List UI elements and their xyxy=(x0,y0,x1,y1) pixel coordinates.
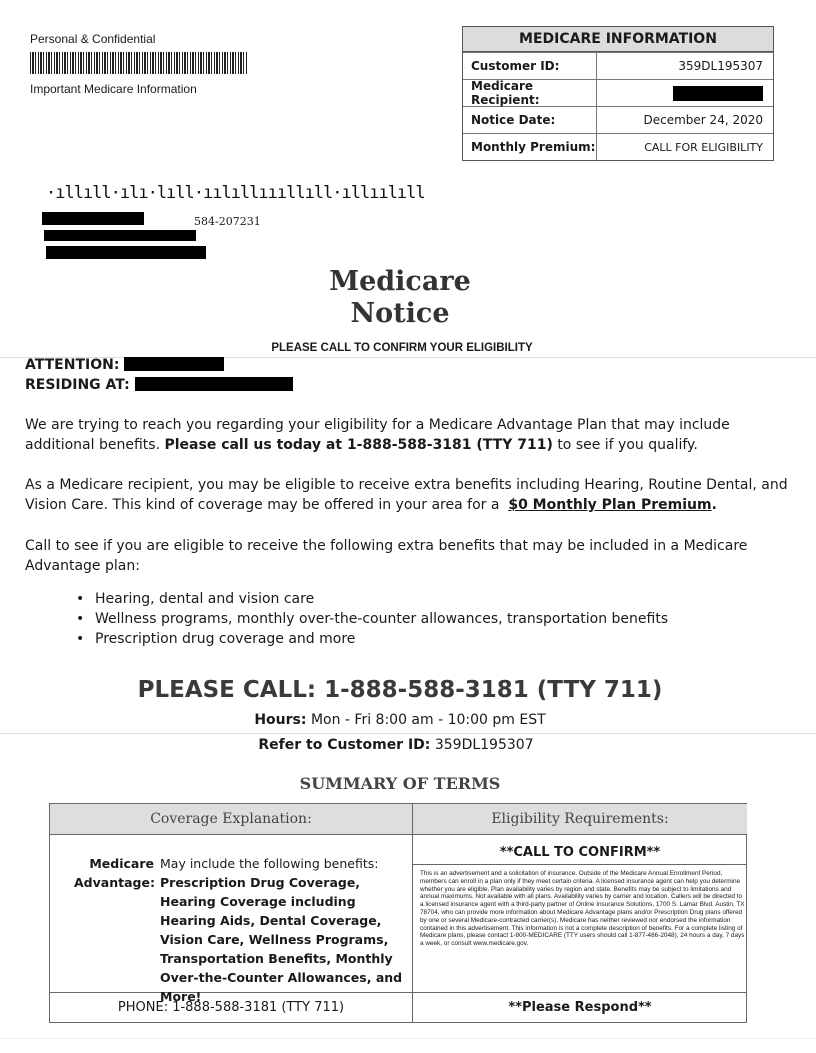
redaction-bar xyxy=(124,357,224,371)
info-label: Notice Date: xyxy=(463,107,597,133)
notice-title xyxy=(0,266,800,330)
redaction-bar xyxy=(46,246,206,259)
paragraph-extra-benefits: Call to see if you are eligible to receive the following extra benefits that may be included in a Medicare Advantage plan: xyxy=(25,538,748,574)
important-info-label: Important Medicare Information xyxy=(30,82,197,96)
postal-barcode: ·ıllıll·ılı·lıll·ıılıllıııllıll·ıllıılıll xyxy=(46,183,425,203)
residing-label: RESIDING AT: xyxy=(25,377,130,393)
coverage-cell xyxy=(74,854,410,1006)
coverage-benefits: Prescription Drug Coverage, Hearing Coverage including Hearing Aids, Dental Coverage, Vision Care, Wellness Programs, Transportation Benefits, Monthly Over-the-Counter Allowances, and More! xyxy=(160,875,403,1004)
phone-cell: PHONE: 1-888-588-3181 (TTY 711) xyxy=(117,1000,345,1015)
hours-value: Mon - Fri 8:00 am - 10:00 pm EST xyxy=(310,712,546,728)
redaction-bar xyxy=(44,230,196,241)
info-row-customer-id xyxy=(463,52,773,79)
paragraph-benefits: As a Medicare recipient, you may be eligible to receive extra benefits including Hearing, Routine Dental, and Vision Care. This kind of coverage may be offered in your area for a $0 Monthly Plan Premium. xyxy=(25,477,788,513)
eligibility-header: Eligibility Requirements: xyxy=(413,804,747,835)
please-respond-label: **Please Respond** xyxy=(508,1000,652,1015)
info-row-recipient xyxy=(463,79,773,106)
redaction-bar xyxy=(673,86,763,101)
notice-subtitle: PLEASE CALL TO CONFIRM YOUR ELIGIBILITY xyxy=(271,342,533,354)
refer-value: 359DL195307 xyxy=(434,737,534,753)
monthly-premium-value: CALL FOR ELIGIBILITY xyxy=(644,140,763,154)
list-item: • Hearing, dental and vision care xyxy=(76,589,668,609)
please-call-heading: PLEASE CALL: 1-888-588-3181 (TTY 711) xyxy=(137,677,663,703)
attention-label: ATTENTION: xyxy=(25,357,120,373)
refer-line xyxy=(0,737,792,753)
table-divider xyxy=(412,804,413,1022)
hours-label: Hours: xyxy=(254,712,307,728)
summary-title: SUMMARY OF TERMS xyxy=(299,774,501,793)
redaction-bar xyxy=(42,212,144,225)
p1-text-end: to see if you qualify. xyxy=(557,437,698,453)
confidential-label: Personal & Confidential xyxy=(30,32,156,46)
coverage-intro: May include the following benefits: xyxy=(160,856,379,871)
notice-date-value: December 24, 2020 xyxy=(643,113,763,127)
address-reference-number: 584-207231 xyxy=(194,215,261,228)
list-item: • Wellness programs, monthly over-the-counter allowances, transportation benefits xyxy=(76,609,668,629)
p2-text: As a Medicare recipient, you may be eligible to receive extra benefits including Hearing, Routine Dental, and Vision Care. This kind of coverage may be offered in your area for a xyxy=(25,477,788,513)
info-label: Medicare Recipient: xyxy=(463,80,597,106)
p1-phone-callout: Please call us today at 1-888-588-3181 (TTY 711) xyxy=(164,437,553,453)
title-line-1: Medicare xyxy=(329,266,471,297)
title-line-2: Notice xyxy=(350,298,450,329)
paper-fold-line xyxy=(0,1038,816,1039)
info-row-monthly-premium xyxy=(463,133,773,160)
summary-table xyxy=(49,803,747,1023)
attention-row xyxy=(25,357,224,373)
hours-line xyxy=(0,712,800,728)
barcode-image xyxy=(30,52,248,74)
list-item: • Prescription drug coverage and more xyxy=(76,629,668,649)
paragraph-eligibility xyxy=(25,415,795,455)
medicare-information-box xyxy=(462,26,774,161)
call-to-confirm-label: **CALL TO CONFIRM** xyxy=(413,845,747,865)
benefits-list xyxy=(76,589,668,649)
paper-fold-line xyxy=(0,733,816,734)
coverage-header: Coverage Explanation: xyxy=(50,804,413,835)
residing-row xyxy=(25,377,293,393)
info-label: Customer ID: xyxy=(463,53,597,79)
zero-premium-callout: $0 Monthly Plan Premium xyxy=(508,497,712,513)
info-box-title: MEDICARE INFORMATION xyxy=(463,27,773,52)
redaction-bar xyxy=(135,377,293,391)
coverage-description xyxy=(160,854,410,1006)
info-label: Monthly Premium: xyxy=(463,134,597,160)
refer-label: Refer to Customer ID: xyxy=(258,737,431,753)
plan-type-label: Medicare Advantage: xyxy=(74,856,155,890)
legal-disclaimer: This is an advertisement and a solicitation of insurance. Outside of the Medicare Annual Enrollment Period, members can enroll in a plan only if they meet certain criteria. A licensed insurance agent can help you determine whether you are eligible. Plan availability varies by region and state. Benefits may be subject to limitations and annual maximums. Not available with all plans. Availability varies by carrier and location. Callers will be directed to a licensed insurance agent with a third-party partner of Online Insurance Solutions, 1700 S. Lamar Blvd. Austin, TX 78704, who can provide more information about Medicare Advantage plans and/or Prescription Drug plans offered by one or several Medicare-contracted carrier(s). Medicare has neither reviewed nor endorsed the information contained in this advertisement. This information is not a complete description of benefits. For a complete listing of Medicare plans, please contact 1-800-MEDICARE (TTY users should call 1-877-486-2048), 24 hours a day, 7 days a week, or consult www.medicare.gov. xyxy=(420,870,745,948)
recipient-value xyxy=(597,86,773,101)
p1-text: We are trying to reach you regarding your eligibility for a Medicare Advantage Plan that may include additional benefits. xyxy=(25,417,730,453)
customer-id-value: 359DL195307 xyxy=(678,59,763,73)
info-row-notice-date xyxy=(463,106,773,133)
